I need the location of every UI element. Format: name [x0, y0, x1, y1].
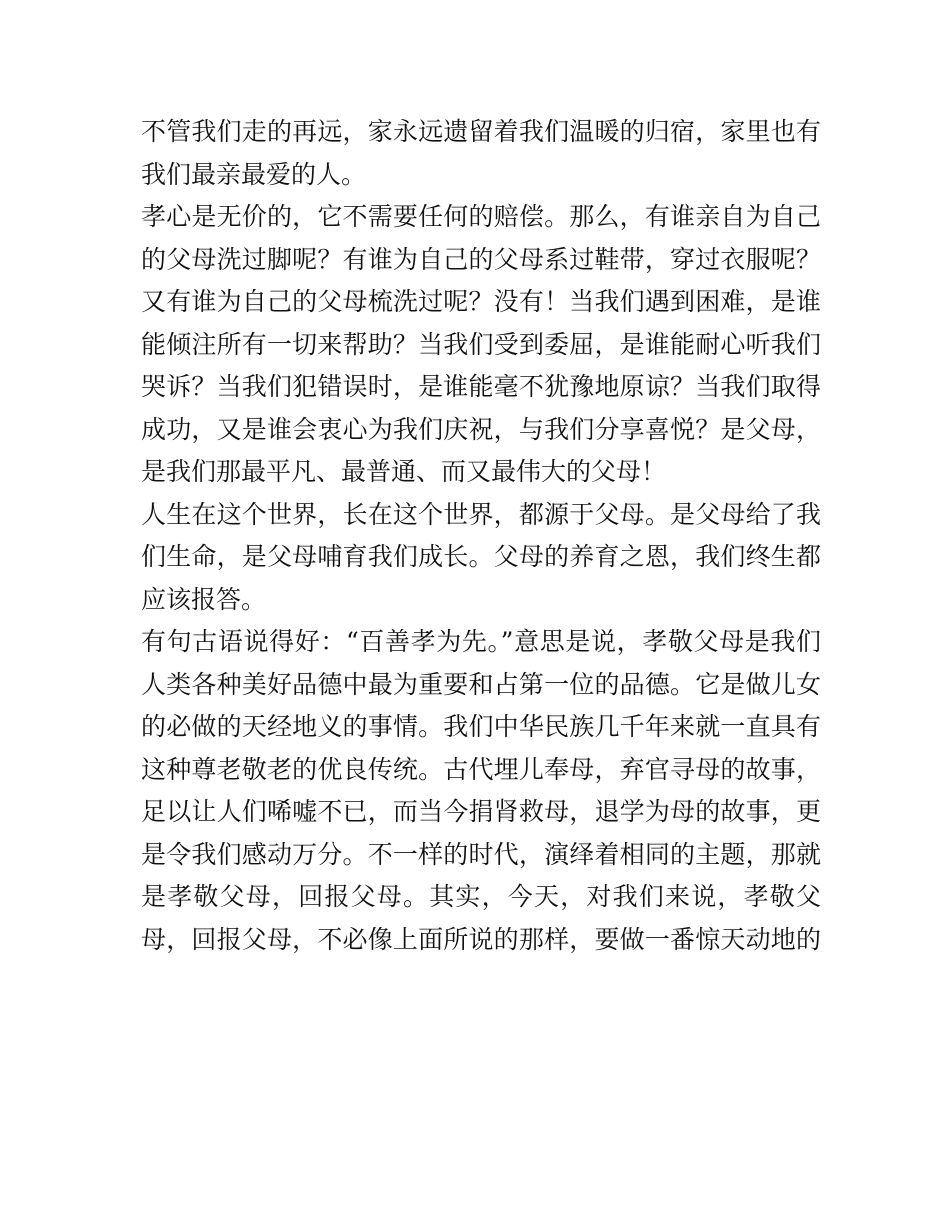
text-line: 们生命，是父母哺育我们成长。父母的养育之恩，我们终生都	[141, 542, 821, 571]
text-line: 是孝敬父母，回报父母。其实，今天，对我们来说，孝敬父	[141, 882, 821, 911]
text-line: 能倾注所有一切来帮助？当我们受到委屈，是谁能耐心听我们	[141, 329, 821, 359]
text-line: 应该报答。	[141, 584, 267, 614]
document-body	[141, 111, 821, 961]
text-line: 人类各种美好品德中最为重要和占第一位的品德。它是做儿女	[141, 669, 821, 699]
text-line: 的必做的天经地义的事情。我们中华民族几千年来就一直具有	[141, 712, 821, 741]
text-line: 母，回报父母，不必像上面所说的那样，要做一番惊天动地的	[141, 924, 821, 954]
text-line: 又有谁为自己的父母梳洗过呢？没有！当我们遇到困难，是谁	[141, 287, 821, 316]
text-line: 孝心是无价的，它不需要任何的赔偿。那么，有谁亲自为自己	[141, 202, 821, 231]
text-line: 我们最亲最爱的人。	[141, 159, 367, 189]
text-line: 足以让人们唏嘘不已，而当今捐肾救母，退学为母的故事，更	[141, 797, 821, 826]
text-line: 是令我们感动万分。不一样的时代，演绎着相同的主题，那就	[141, 839, 821, 869]
text-line: 成功，又是谁会衷心为我们庆祝，与我们分享喜悦？是父母，	[141, 414, 821, 444]
text-line: 不管我们走的再远，家永远遗留着我们温暖的归宿，家里也有	[141, 117, 821, 146]
text-line: 这种尊老敬老的优良传统。古代埋儿奉母，弃官寻母的故事，	[141, 754, 821, 784]
text-line: 有句古语说得好：“百善孝为先。”意思是说，孝敬父母是我们	[141, 627, 821, 656]
text-line: 人生在这个世界，长在这个世界，都源于父母。是父母给了我	[141, 499, 821, 529]
text-line: 是我们那最平凡、最普通、而又最伟大的父母！	[141, 457, 667, 486]
text-line: 的父母洗过脚呢？有谁为自己的父母系过鞋带，穿过衣服呢？	[141, 244, 821, 274]
text-line: 哭诉？当我们犯错误时，是谁能毫不犹豫地原谅？当我们取得	[141, 372, 821, 401]
